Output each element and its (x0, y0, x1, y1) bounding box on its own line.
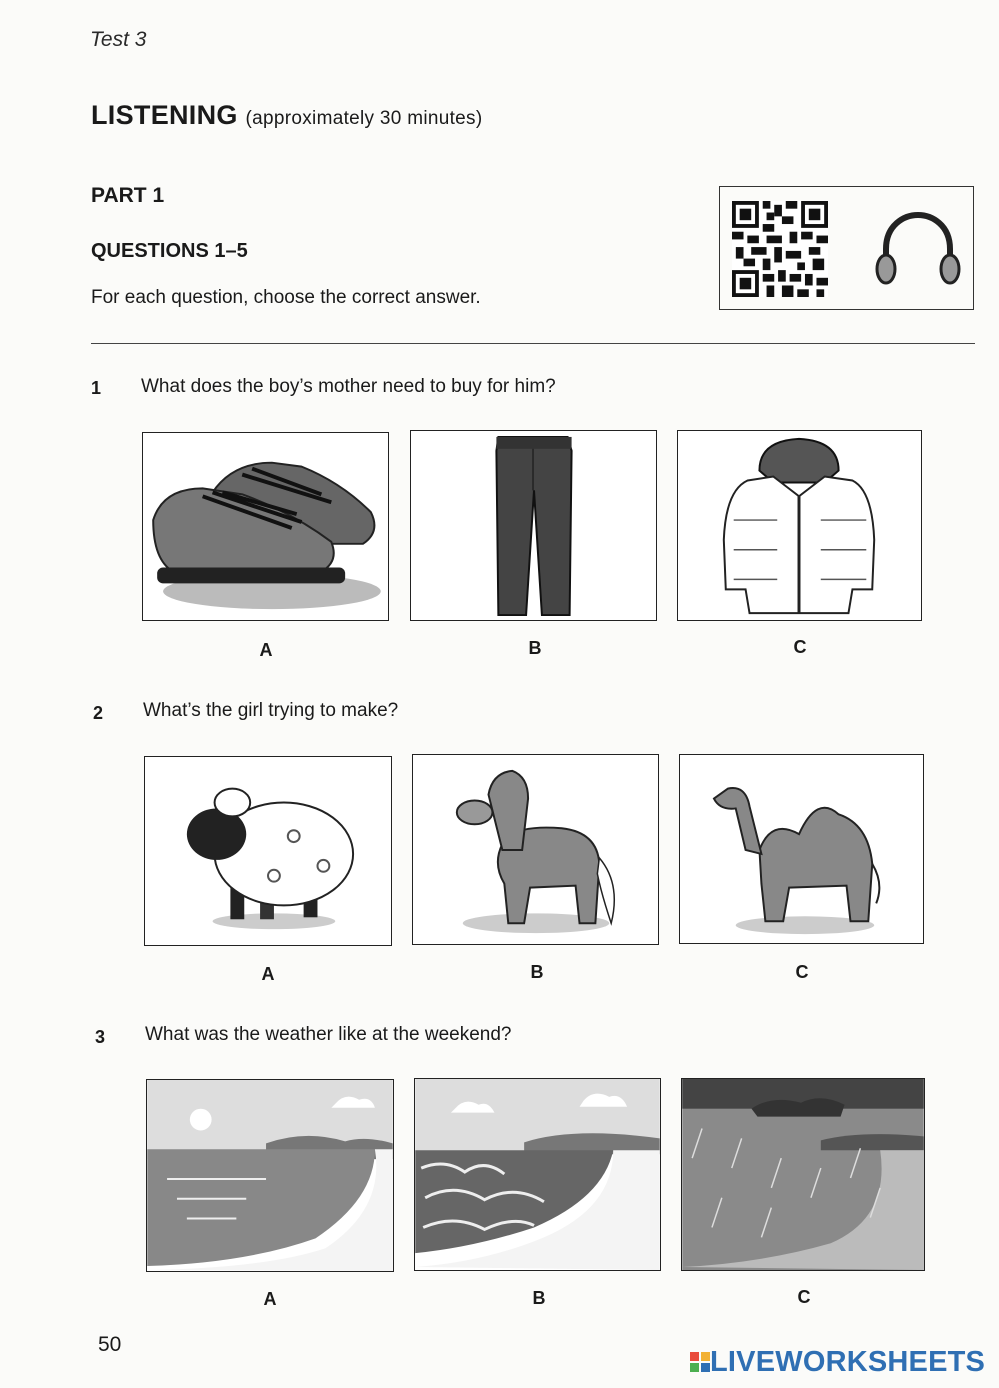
section-divider (91, 343, 975, 344)
part-title: PART 1 (91, 184, 165, 207)
audio-box (719, 186, 974, 310)
headphones-icon[interactable] (872, 209, 964, 289)
option-letter: A (263, 1289, 277, 1309)
shoes-illustration (143, 433, 388, 620)
brand-name: LIVEWORKSHEETS (710, 1345, 986, 1378)
qr-code-icon[interactable] (732, 201, 828, 297)
option-letter: C (793, 637, 807, 657)
option-letter: C (795, 962, 809, 982)
sheep-illustration (145, 757, 391, 945)
question-text: What does the boy’s mother need to buy for him? (141, 376, 556, 397)
option-letter: A (261, 964, 275, 984)
option-image-shoes[interactable] (142, 432, 389, 621)
question-text: What was the weather like at the weekend? (145, 1024, 512, 1045)
question-number: 1 (91, 378, 102, 398)
section-heading (91, 100, 482, 131)
option-letter: B (528, 638, 542, 658)
option-image-sunny-beach[interactable] (146, 1079, 394, 1272)
option-letter: A (259, 640, 273, 660)
camel-illustration (680, 755, 923, 943)
question-number: 2 (93, 703, 104, 723)
windy-beach-illustration (415, 1079, 660, 1270)
option-image-sheep[interactable] (144, 756, 392, 946)
section-title: LISTENING (91, 100, 238, 130)
questions-range: QUESTIONS 1–5 (91, 240, 248, 262)
option-letter: B (532, 1288, 546, 1308)
option-image-trousers[interactable] (410, 430, 657, 621)
question-text: What’s the girl trying to make? (143, 700, 399, 721)
instruction-text: For each question, choose the correct answer. (91, 287, 481, 308)
jacket-illustration (678, 431, 921, 620)
option-image-camel[interactable] (679, 754, 924, 944)
section-subtitle: (approximately 30 minutes) (245, 108, 483, 129)
question-number: 3 (95, 1027, 106, 1047)
liveworksheets-logo[interactable] (690, 1346, 985, 1378)
sunny-beach-illustration (147, 1080, 393, 1271)
horse-illustration (413, 755, 658, 944)
test-label: Test 3 (90, 28, 147, 51)
option-image-horse[interactable] (412, 754, 659, 945)
option-letter: B (530, 962, 544, 982)
option-image-rainy-beach[interactable] (681, 1078, 925, 1271)
rainy-beach-illustration (682, 1079, 924, 1270)
page-number: 50 (98, 1333, 122, 1356)
option-image-jacket[interactable] (677, 430, 922, 621)
option-letter: C (797, 1287, 811, 1307)
option-image-windy-beach[interactable] (414, 1078, 661, 1271)
trousers-illustration (411, 431, 656, 620)
liveworksheets-logo-icon (690, 1351, 710, 1373)
